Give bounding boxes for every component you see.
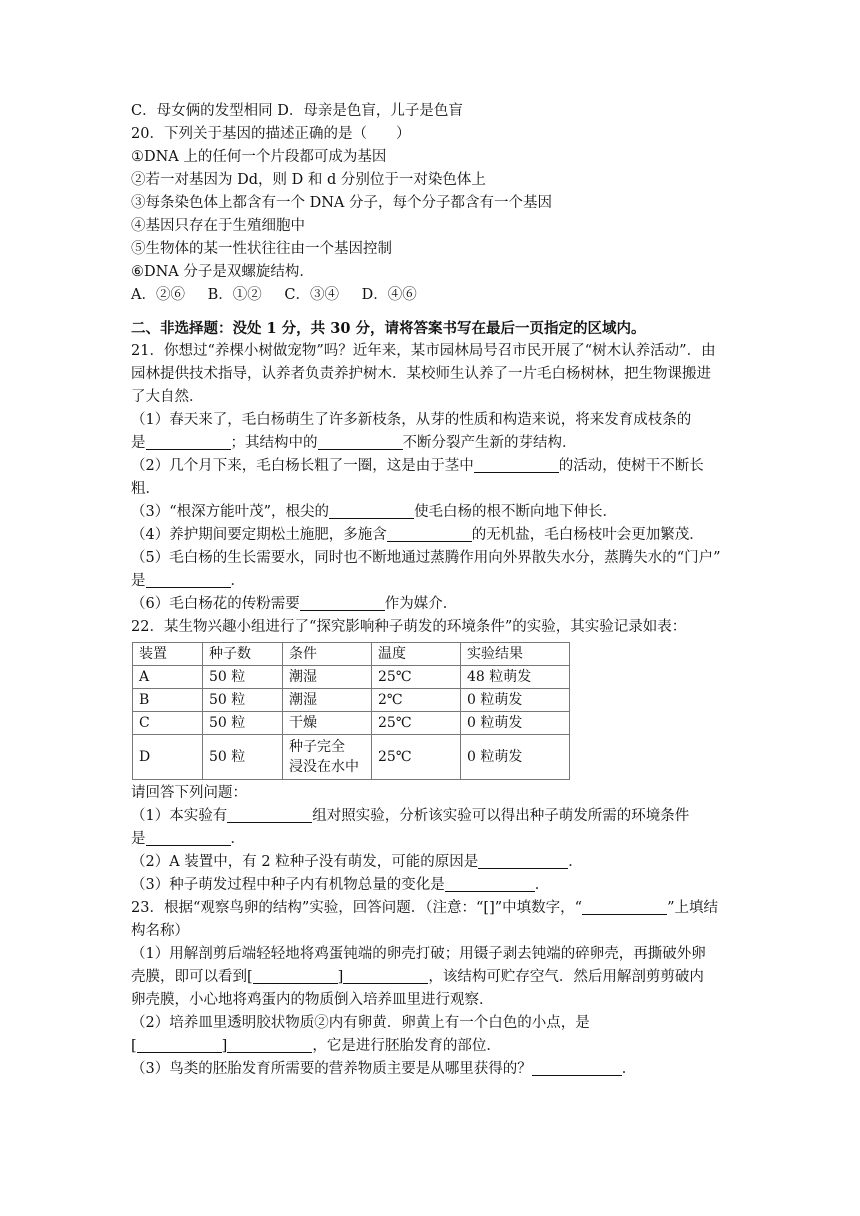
table-cell: 干燥 <box>283 712 372 735</box>
answer-blank[interactable] <box>227 1036 312 1053</box>
q22-stem: 22．某生物兴趣小组进行了“探究影响种子萌发的环境条件”的实验，其实验记录如表： <box>131 619 687 635</box>
q21-part4: （4）养护期间要定期松土施肥，多施含 的无机盐，毛白杨枝叶会更加繁茂． <box>131 527 704 543</box>
q20-option-a[interactable]: A．②⑥ <box>131 287 185 303</box>
q21-part1-line2: 是 ；其结构中的 不断分裂产生新的芽结构． <box>131 435 577 451</box>
q22-prompt: 请回答下列问题： <box>131 785 247 801</box>
table-cell: 48 粒萌发 <box>461 666 570 689</box>
table-cell: 50 粒 <box>203 689 283 712</box>
table-cell: 50 粒 <box>203 712 283 735</box>
table-header-cell: 温度 <box>372 643 461 666</box>
answer-blank[interactable] <box>227 806 312 823</box>
q23-part1-line2: 壳膜，即可以看到[ ] ，该结构可贮存空气．然后用解剖剪剪破内 <box>131 969 704 985</box>
q21-part1-line1: （1）春天来了，毛白杨萌生了许多新枝条，从芽的性质和构造来说，将来发育成枝条的 <box>131 412 692 428</box>
table-cell: C <box>133 712 203 735</box>
table-cell: 2℃ <box>372 689 461 712</box>
table-header-cell: 种子数 <box>203 643 283 666</box>
q23-part2-line1: （2）培养皿里透明胶状物质②内有卵黄．卵黄上有一个白色的小点，是 <box>131 1015 590 1031</box>
q20-item-2: ②若一对基因为 Dd，则 D 和 d 分别位于一对染色体上 <box>131 172 486 188</box>
table-cell: A <box>133 666 203 689</box>
table-cell: D <box>133 735 203 780</box>
answer-blank[interactable] <box>343 967 428 984</box>
table-row <box>133 689 570 712</box>
table-cell: 0 粒萌发 <box>461 735 570 780</box>
q23-stem-line1: 23．根据“观察鸟卵的结构”实验，回答问题．（注意：“[]”中填数字，“ ”上填结 <box>131 900 718 916</box>
q21-part5-line2: 是 ． <box>131 573 245 589</box>
table-cell-condition: 种子完全 浸没在水中 <box>283 735 372 780</box>
answer-blank[interactable] <box>146 433 231 450</box>
table-cell: 0 粒萌发 <box>461 689 570 712</box>
answer-blank-sample <box>582 898 667 915</box>
q22-part3: （3）种子萌发过程中种子内有机物总量的变化是 ． <box>131 877 550 893</box>
q19-options-tail: C．母女俩的发型相同 D．母亲是色盲，儿子是色盲 <box>131 103 463 119</box>
exam-page <box>131 100 731 1081</box>
answer-blank[interactable] <box>478 852 568 869</box>
q20-item-1: ①DNA 上的任何一个片段都可成为基因 <box>131 149 387 165</box>
q20-stem: 20．下列关于基因的描述正确的是（ ） <box>131 126 411 142</box>
table-row <box>133 666 570 689</box>
q20-options <box>131 284 731 307</box>
q21-intro-2: 园林提供技术指导，认养者负责养护树木．某校师生认养了一片毛白杨树林，把生物课搬进 <box>131 366 711 382</box>
table-cell: 潮湿 <box>283 689 372 712</box>
table-cell: 50 粒 <box>203 735 283 780</box>
q20-item-3: ③每条染色体上都含有一个 DNA 分子，每个分子都含有一个基因 <box>131 195 553 211</box>
answer-blank[interactable] <box>318 433 403 450</box>
table-cell: 50 粒 <box>203 666 283 689</box>
q21-part2-line2: 粗． <box>131 481 160 497</box>
table-cell: 0 粒萌发 <box>461 712 570 735</box>
answer-blank[interactable] <box>146 571 231 588</box>
q23-part1-line3: 卵壳膜，小心地将鸡蛋内的物质倒入培养皿里进行观察． <box>131 992 494 1008</box>
q20-option-d[interactable]: D．④⑥ <box>361 287 417 303</box>
q23-part1-line1: （1）用解剖剪后端轻轻地将鸡蛋钝端的卵壳打破；用镊子剥去钝端的碎卵壳，再撕破外卵 <box>131 946 706 962</box>
q20-item-5: ⑤生物体的某一性状往往由一个基因控制 <box>131 241 392 257</box>
q23-stem-line2: 构名称） <box>131 923 189 939</box>
q21-part2-line1: （2）几个月下来，毛白杨长粗了一圈，这是由于茎中 的活动，使树干不断长 <box>131 458 704 474</box>
q20-option-b[interactable]: B．①② <box>207 287 262 303</box>
q20-option-c[interactable]: C．③④ <box>284 287 339 303</box>
q23-part3: （3）鸟类的胚胎发育所需要的营养物质主要是从哪里获得的？ ． <box>131 1061 637 1077</box>
table-cell: 潮湿 <box>283 666 372 689</box>
table-header-cell: 条件 <box>283 643 372 666</box>
table-header-row <box>133 643 570 666</box>
q22-part1-line2: 是 ． <box>131 831 245 847</box>
table-header-cell: 装置 <box>133 643 203 666</box>
q21-intro-3: 了大自然． <box>131 389 204 405</box>
table-cell: B <box>133 689 203 712</box>
answer-blank[interactable] <box>445 875 535 892</box>
q22-results-table <box>132 642 570 780</box>
answer-blank[interactable] <box>474 456 559 473</box>
table-row <box>133 735 570 780</box>
table-cell: 25℃ <box>372 712 461 735</box>
q20-item-4: ④基因只存在于生殖细胞中 <box>131 218 305 234</box>
answer-blank[interactable] <box>300 594 385 611</box>
section-2-heading: 二、非选择题：没处 1 分，共 30 分，请将答案书写在最后一页指定的区域内。 <box>131 320 646 337</box>
q21-intro-1: 21．你想过“养棵小树做宠物”吗？近年来，某市园林局号召市民开展了“树木认养活动”．由 <box>131 343 716 359</box>
q23-part2-line2: [ ] ，它是进行胚胎发育的部位． <box>131 1038 501 1054</box>
q21-part3: （3）“根深方能叶茂”，根尖的 使毛白杨的根不断向地下伸长． <box>131 504 618 520</box>
answer-blank[interactable] <box>387 525 472 542</box>
q22-part1-line1: （1）本实验有 组对照实验，分析该实验可以得出种子萌发所需的环境条件 <box>131 808 690 824</box>
q22-part2: （2）A 装置中，有 2 粒种子没有萌发，可能的原因是 ． <box>131 854 583 870</box>
table-header-cell: 实验结果 <box>461 643 570 666</box>
answer-blank[interactable] <box>532 1059 622 1076</box>
q21-part5-line1: （5）毛白杨的生长需要水，同时也不断地通过蒸腾作用向外界散失水分，蒸腾失水的“门户” <box>131 550 721 566</box>
answer-blank[interactable] <box>137 1036 222 1053</box>
table-row <box>133 712 570 735</box>
answer-blank[interactable] <box>146 829 231 846</box>
answer-blank[interactable] <box>253 967 338 984</box>
answer-blank[interactable] <box>329 502 414 519</box>
q21-part6: （6）毛白杨花的传粉需要 作为媒介． <box>131 596 458 612</box>
table-cell: 25℃ <box>372 735 461 780</box>
table-cell: 25℃ <box>372 666 461 689</box>
q20-item-6: ⑥DNA 分子是双螺旋结构． <box>131 264 314 280</box>
